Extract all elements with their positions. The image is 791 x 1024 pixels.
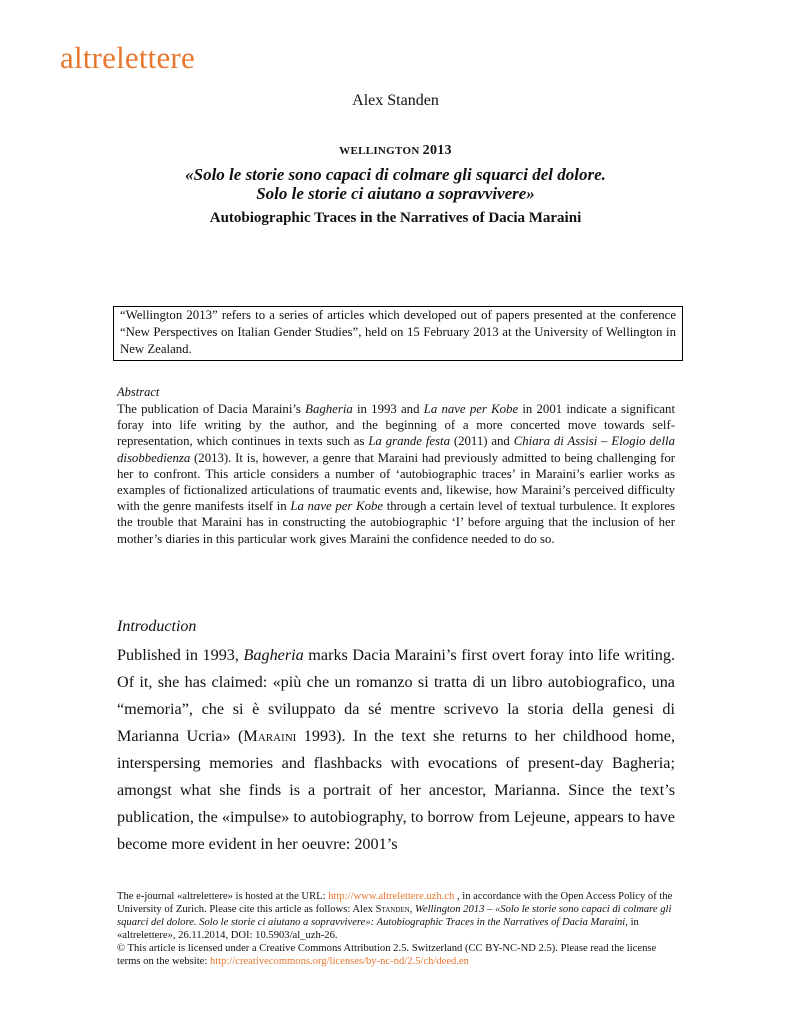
series-note-box <box>113 306 683 361</box>
footer-license-text: © This article is licensed under a Creative Commons Attribution 2.5. Switzerland (CC BY-NC-ND 2.5). Please read the license terms on the website: <box>117 943 657 967</box>
intro-cite-author: Maraini <box>243 727 297 745</box>
abstract-seg-5: (2013). It is, however, a genre that Maraini had previously admitted to being challenging for her to confront. This article considers a number of ‘autobiographic traces’ in Maraini’s earlier works as examples of fictionalized articulations of traumatic events and, likewise, how Maraini’s perceived difficulty with the genre manifests itself in <box>117 450 675 514</box>
series-label <box>0 143 791 159</box>
footer-cite-title: Wellington 2013 – «Solo le storie sono capaci di colmare gli squarci del dolore. Solo le storie ci aiutano a sopravvivere»: Autobiographic Traces in the Narratives of Dacia Maraini <box>117 904 672 928</box>
series-year: 2013 <box>422 143 452 158</box>
footer-seg-2: , in accordance with the Open Access Policy of the University of Zurich. Please cite this article as follows: Alex <box>117 891 673 915</box>
journal-logo: altrelettere <box>60 40 195 75</box>
intro-seg-2: marks Dacia Maraini’s first overt foray into life writing. Of it, she has claimed: «più che un romanzo si tratta di un libro autobiografico, una “memoria”, che si è sviluppato da sé mentre scrivevo la storia della genesi di Marianna Ucria» ( <box>117 646 676 745</box>
abstract-title-grande-festa: La grande festa <box>368 434 450 449</box>
journal-url-link[interactable]: http://www.altrelettere.uzh.ch <box>328 891 455 902</box>
abstract-title-bagheria: Bagheria <box>305 402 353 416</box>
abstract-label: Abstract <box>117 385 160 399</box>
article-title <box>80 165 711 203</box>
abstract-seg-4: (2011) and <box>449 434 514 449</box>
series-name: WELLINGTON <box>339 145 420 157</box>
footer-seg-1: The e-journal «altrelettere» is hosted at the URL: <box>117 891 329 902</box>
article-subtitle: Autobiographic Traces in the Narratives of Dacia Maraini <box>209 210 582 226</box>
article-title-line-2: Solo le storie ci aiutano a sopravvivere» <box>256 184 535 203</box>
abstract-seg-3: in 2001 indicate a significant foray into life writing by the author, and the beginning of a more concerted move towards self-representation, which continues in texts such as <box>117 402 675 449</box>
abstract-seg-2: in 1993 and <box>352 402 424 416</box>
article-title-line-1: «Solo le storie sono capaci di colmare gli squarci del dolore. <box>185 165 606 184</box>
abstract-title-chiara: Chiara di Assisi – Elogio della disobbedienza <box>117 434 675 465</box>
abstract-title-nave: La nave per Kobe <box>423 402 519 416</box>
abstract-seg-1: The publication of Dacia Maraini’s <box>117 402 306 416</box>
intro-seg-1: Published in 1993, <box>117 646 244 664</box>
footer-cite-author: Standen <box>375 904 410 915</box>
intro-title-bagheria: Bagheria <box>243 646 304 664</box>
intro-seg-3: 1993). In the text she returns to her childhood home, interspersing memories and flashbacks with evocations of present-day Bagheria; amongst what she finds is a portrait of her ancestor, Marianna. Since the text’s publication, the «impulse» to autobiography, to borrow from Lejeune, appears to have become more evident in her oeuvre: 2001’s <box>117 727 675 853</box>
author-name: Alex Standen <box>352 92 439 109</box>
introduction-paragraph <box>117 642 675 858</box>
license-url-link[interactable]: http://creativecommons.org/licenses/by-nc-nd/2.5/ch/deed.en <box>209 956 469 967</box>
page-footer <box>117 890 677 968</box>
footer-citation <box>117 890 677 942</box>
footer-seg-4: , in «altrelettere», 26.11.2014, DOI: 10.5903/al_uzh-26. <box>117 917 639 941</box>
abstract-title-nave-2: La nave per Kobe <box>290 499 384 514</box>
abstract-seg-6: through a certain level of textual turbulence. It explores the trouble that Maraini has in constructing the autobiographic ‘I’ before arguing that the inclusion of her mother’s diaries in this particular work gives Maraini the confidence needed to do so. <box>117 499 675 546</box>
section-heading-introduction: Introduction <box>117 618 197 635</box>
series-note-text: “Wellington 2013” refers to a series of articles which developed out of papers presented at the conference “New Perspectives on Italian Gender Studies”, held on 15 February 2013 at the University of Wellington in New Zealand. <box>120 308 676 356</box>
abstract-text <box>117 401 675 547</box>
footer-license <box>117 942 677 968</box>
footer-seg-3: , <box>409 904 416 915</box>
